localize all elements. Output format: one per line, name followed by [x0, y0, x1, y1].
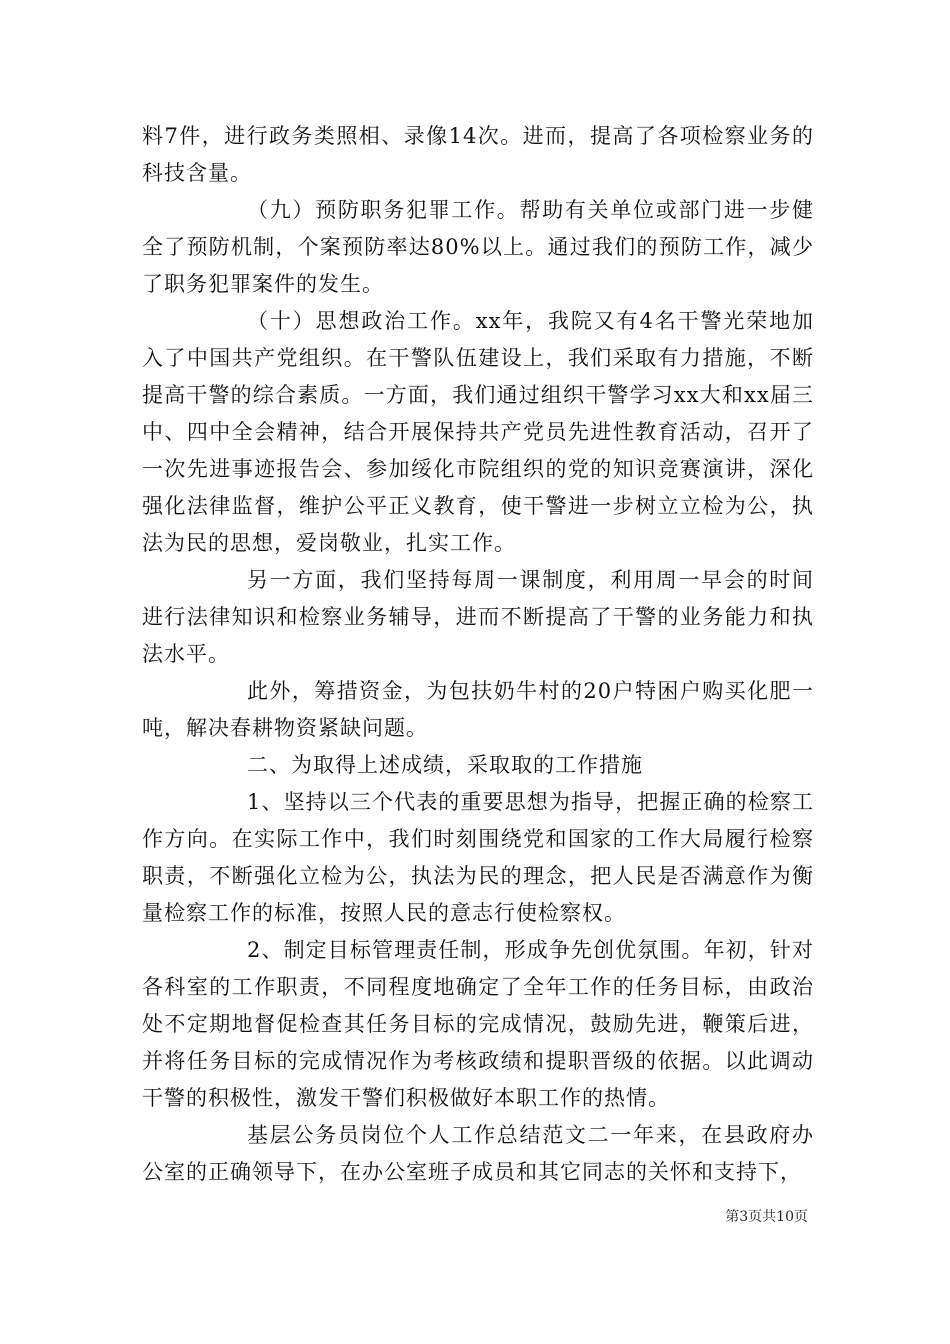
- section-heading-measures: 二、为取得上述成绩，采取取的工作措施: [247, 753, 643, 777]
- paragraph-funding: 此外，筹措资金，为包扶奶牛村的20户特困户购买化肥一吨，解决春耕物资紧缺问题。: [142, 679, 814, 740]
- document-body: [142, 118, 814, 1191]
- page-number-footer: 第3页共10页: [725, 1209, 808, 1225]
- paragraph-prevention: （九）预防职务犯罪工作。帮助有关单位或部门进一步健全了预防机制，个案预防率达80%以上。通过我们的预防工作，减少了职务犯罪案件的发生。: [142, 198, 814, 296]
- paragraph-ideology: （十）思想政治工作。xx年，我院又有4名干警光荣地加入了中国共产党组织。在干警队伍建设上，我们采取有力措施，不断提高干警的综合素质。一方面，我们通过组织干警学习xx大和xx届三中、四中全会精神，结合开展保持共产党员先进性教育活动，召开了一次先进事迹报告会、参加绥化市院组织的党的知识竞赛演讲，深化强化法律监督，维护公平正义教育，使干警进一步树立立检为公，执法为民的思想，爱岗敬业，扎实工作。: [142, 309, 814, 555]
- paragraph-summary-intro: 基层公务员岗位个人工作总结范文二一年来，在县政府办公室的正确领导下，在办公室班子成员和其它同志的关怀和支持下，: [142, 1123, 814, 1184]
- paragraph-measure-1: 1、坚持以三个代表的重要思想为指导，把握正确的检察工作方向。在实际工作中，我们时刻围绕党和国家的工作大局履行检察职责，不断强化立检为公，执法为民的理念，把人民是否满意作为衡量检察工作的标准，按照人民的意志行使检察权。: [142, 790, 814, 925]
- paragraph-weekly-lesson: 另一方面，我们坚持每周一课制度，利用周一早会的时间进行法律知识和检察业务辅导，进而不断提高了干警的业务能力和执法水平。: [142, 568, 814, 666]
- paragraph-measure-2: 2、制定目标管理责任制，形成争先创优氛围。年初，针对各科室的工作职责，不同程度地确定了全年工作的任务目标，由政治处不定期地督促检查其任务目标的完成情况，鼓励先进，鞭策后进，并将任务目标的完成情况作为考核政绩和提职晋级的依据。以此调动干警的积极性，激发干警们积极做好本职工作的热情。: [142, 938, 814, 1110]
- paragraph-continuation: 料7件，进行政务类照相、录像14次。进而，提高了各项检察业务的科技含量。: [142, 124, 814, 185]
